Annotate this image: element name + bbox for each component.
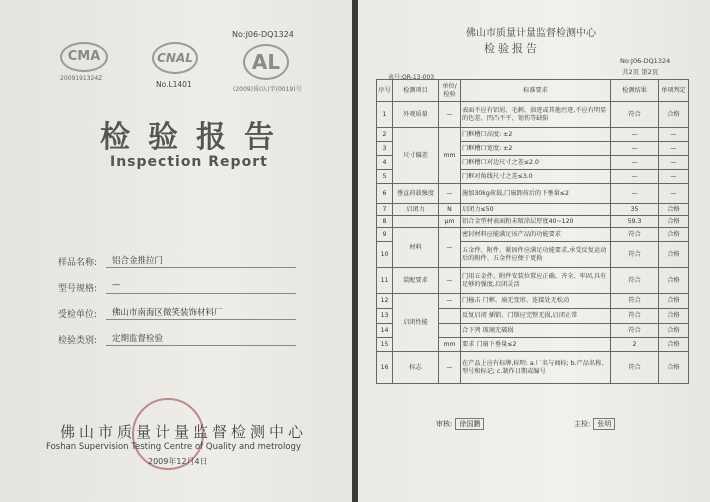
table-row: 5 门框对角线尺寸之差≤3.0 — —: [377, 170, 689, 184]
report-title: 检验报告: [484, 42, 540, 55]
col-unit: 单位/检验: [439, 80, 461, 102]
field-inspection-type: 检验类别: 定期监督检验: [58, 332, 296, 346]
cover-title-cn: 检验报告: [100, 120, 292, 155]
field-model-spec: 型号规格: —: [58, 280, 296, 294]
table-row: 6 垂直荷载强度 — 施加30kg荷载,门扇卸荷后的下垂量≤2 — —: [377, 184, 689, 204]
col-verdict: 单项判定: [659, 80, 689, 102]
table-row: 13 反复启闭 插销、门锁应完整无损,启闭正常 符合 合格: [377, 309, 689, 324]
cover-org-cn: 佛山市质量计量监督检测中心: [60, 423, 308, 441]
report-page: [358, 0, 710, 502]
cover-org-en: Foshan Supervision Testing Centre of Quality and metrology: [46, 442, 301, 452]
cover-page: [0, 0, 352, 502]
inspection-table: [376, 79, 689, 384]
al-caption: (2009)质(认)字(0019)号: [233, 86, 302, 93]
table-header-row: [377, 80, 689, 102]
col-requirement: 标准要求: [461, 80, 611, 102]
col-item: 检测项目: [393, 80, 439, 102]
table-row: 12 启闭性能 — 门撞击 门框、扇无变形、连接处无松动 符合 合格: [377, 294, 689, 309]
cover-fields: [58, 254, 296, 346]
table-row: 11 装配要求 — 门用五金件、附件安装位置应正确、齐全、牢固,具有足够的强度,启闭灵活 符合 合格: [377, 268, 689, 294]
form-no: 表号:QR-13-003: [388, 74, 435, 81]
table-row: 16 标志 — 在产品上应有标牌,标明: a.厂名与商标; b.产品名称、型号和标记; c.制作日期或编号 符合 合格: [377, 352, 689, 384]
table-row: 10 五金件、附件、紧固件应满足功能要求,承受反复运动后的附件、五金件应便于更换 符合 合格: [377, 242, 689, 268]
col-result: 检测结果: [611, 80, 659, 102]
checker-stamp: 张明: [593, 418, 615, 430]
cover-report-no: No:J06-DQ1324: [232, 30, 294, 39]
report-no: No:J06-DQ1324: [620, 57, 671, 65]
table-row: 9 材料 — 密封材料应能满足该产品的功能要求 符合 合格: [377, 228, 689, 242]
field-sample-name: 样品名称: 铝合金推拉门: [58, 254, 296, 268]
checker-signature: 主检: 张明: [574, 418, 615, 430]
table-row: 2 尺寸偏差 mm 门框槽口高度: ±2 — —: [377, 128, 689, 142]
table-row: 7 启闭力 N 启闭力≤50 35 合格: [377, 204, 689, 216]
cnal-logo-icon: CNAL: [152, 42, 198, 74]
table-row: 14 合下列 玻璃无破损 符合 合格: [377, 324, 689, 338]
field-inspected-unit: 受检单位: 佛山市南海区微笑装饰材料厂: [58, 306, 296, 320]
table-row: 4 门框槽口对边尺寸之差≤2.0 — —: [377, 156, 689, 170]
cma-logo-icon: CMA: [60, 42, 108, 72]
cover-date: 2009年12月4日: [148, 457, 208, 466]
table-row: 3 门框槽口宽度: ±2 — —: [377, 142, 689, 156]
report-org-title: 佛山市质量计量监督检测中心: [466, 28, 596, 39]
cnal-number: No.L1401: [156, 80, 192, 89]
cover-title-en: Inspection Report: [110, 154, 268, 170]
table-row: 15 mm 要求 门扇下垂量≤2 2 合格: [377, 338, 689, 352]
reviewer-signature: 审核: 徐国鹏: [436, 418, 484, 430]
page-info: 共2页 第2页: [622, 68, 659, 76]
table-row: 1 外观质量 — 表面不应有铝屑、毛刺、油迹或其他污迹,不应有明显的色差、凹凸不平、划伤等缺陷 符合 合格: [377, 102, 689, 128]
reviewer-stamp: 徐国鹏: [455, 418, 484, 430]
cma-caption: 2009191324Z: [60, 75, 103, 82]
al-logo-icon: AL: [243, 44, 289, 80]
col-no: 序号: [377, 80, 393, 102]
table-row: 8 μm 铝合金型材表面粉末喷涂层厚度40~120 59.3 合格: [377, 216, 689, 228]
